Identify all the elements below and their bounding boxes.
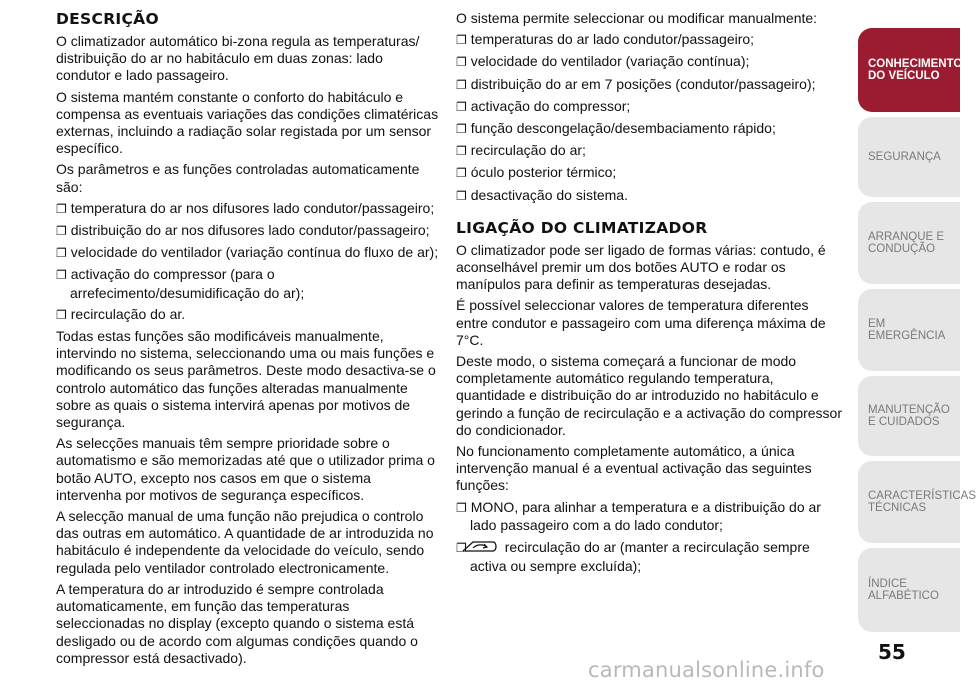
list-item	[456, 31, 842, 49]
list-item-text: velocidade do ventilador (variação contínua do fluxo de ar);	[70, 244, 439, 261]
recirculation-icon	[473, 538, 499, 558]
paragraph: O climatizador pode ser ligado de formas várias: contudo, é aconselhável premir um dos botões AUTO e rodar os manípulos para definir as temperaturas desejadas.	[456, 241, 826, 293]
list-item	[56, 266, 440, 301]
list-item	[456, 76, 842, 94]
list-item	[56, 200, 440, 218]
paragraph: Todas estas funções são modificáveis manualmente, intervindo no sistema, seleccionando uma ou mais funções e modificando os seus parâmetros. Deste modo desactiva-se o controlo automático das funções alteradas manualmente sobre as quais o sistema intervirá apenas por motivos de segurança.	[56, 328, 436, 431]
list-item	[56, 306, 440, 324]
list-item-text: recirculação do ar (manter a recirculação sempre activa ou sempre excluída);	[470, 538, 810, 575]
paragraph: O sistema permite seleccionar ou modificar manualmente:	[456, 10, 818, 26]
paragraph: Deste modo, o sistema começará a funcionar de modo completamente automático regulando temperatura, quantidade e distribuição do ar introduzido no habitáculo e gerindo a função de recirculação e a activação do compressor do condicionador.	[456, 353, 842, 438]
checkbox-bullet-icon: ❐	[56, 246, 67, 261]
tab-label: MANUTENÇÃO E CUIDADOS	[868, 403, 950, 428]
list-item-text: temperaturas do ar lado condutor/passageiro;	[470, 31, 755, 48]
list-item-text: velocidade do ventilador (variação contínua);	[470, 53, 750, 70]
list-item	[456, 187, 842, 205]
tab-indice-alfabetico[interactable]	[858, 548, 960, 632]
list-item-text: activação do compressor;	[470, 97, 631, 114]
tab-label: ÍNDICE ALFABÉTICO	[868, 577, 939, 602]
list-item-text: distribuição do ar em 7 posições (condutor/passageiro);	[470, 75, 816, 92]
checkbox-bullet-icon: ❐	[456, 55, 467, 70]
list-item-text: temperatura do ar nos difusores lado condutor/passageiro;	[70, 199, 435, 216]
paragraph: As selecções manuais têm sempre prioridade sobre o automatismo e são memorizadas até que o utilizador prima o botão AUTO, excepto nos casos em que o sistema intervenha por motivos de segurança específicos.	[56, 435, 435, 503]
chapter-sidebar	[858, 0, 976, 686]
checkbox-bullet-icon: ❐	[456, 33, 467, 48]
list-item-text: desactivação do sistema.	[470, 186, 628, 203]
tab-seguranca[interactable]	[858, 117, 960, 197]
list-item	[456, 164, 842, 182]
paragraph: No funcionamento completamente automático, a única intervenção manual é a eventual activação das seguintes funções:	[456, 443, 812, 494]
paragraph: O sistema mantém constante o conforto do habitáculo e compensa as eventuais variações das condições climatéricas externas, incluindo a radiação solar registada por um sensor específico.	[56, 88, 439, 157]
right-column	[456, 10, 842, 579]
checkbox-bullet-icon: ❐	[56, 268, 67, 283]
list-item	[456, 142, 842, 160]
checkbox-bullet-icon: ❐	[456, 99, 467, 114]
checkbox-bullet-icon: ❐	[456, 122, 467, 137]
list-item	[56, 222, 440, 240]
paragraph: A selecção manual de uma função não prejudica o controlo das outras em automático. A quantidade de ar introduzida no habitáculo é independente da velocidade do veículo, sendo regulada pelo ventilador controlado electronicamente.	[56, 508, 434, 576]
watermark: carmanualsonline.info	[588, 658, 825, 682]
paragraph: Os parâmetros e as funções controladas automaticamente são:	[56, 161, 420, 195]
checkbox-bullet-icon: ❐	[56, 307, 67, 322]
list-item-text: função descongelação/desembaciamento rápido;	[470, 120, 776, 137]
checkbox-bullet-icon: ❐	[456, 540, 467, 555]
tab-label: EM EMERGÊNCIA	[868, 317, 946, 342]
tab-label: CONHECIMENTO DO VEÍCULO	[868, 57, 963, 82]
list-item	[456, 120, 842, 138]
paragraph: O climatizador automático bi-zona regula as temperaturas/ distribuição do ar no habitáculo em duas zonas: lado condutor e lado passageiro.	[56, 33, 420, 84]
checkbox-bullet-icon: ❐	[56, 201, 67, 216]
list-item	[56, 244, 440, 262]
list-item-text: recirculação do ar;	[470, 142, 586, 159]
list-item-text: óculo posterior térmico;	[470, 164, 617, 181]
list-item-text: MONO, para alinhar a temperatura e a distribuição do ar lado passageiro com a do lado condutor;	[470, 498, 821, 533]
page-number: 55	[878, 640, 906, 664]
checkbox-bullet-icon: ❐	[456, 144, 467, 159]
section-heading-ligacao: LIGAÇÃO DO CLIMATIZADOR	[456, 218, 708, 237]
list-item-text: distribuição do ar nos difusores lado condutor/passageiro;	[70, 222, 430, 239]
list-item	[456, 53, 842, 71]
tab-manutencao-e-cuidados[interactable]	[858, 376, 960, 456]
tab-label: ARRANQUE E CONDUÇÃO	[868, 230, 945, 255]
list-item	[456, 538, 842, 575]
list-item	[456, 499, 842, 534]
checkbox-bullet-icon: ❐	[56, 224, 67, 239]
left-column	[56, 10, 440, 671]
list-item-text: activação do compressor (para o arrefecimento/desumidificação do ar);	[70, 266, 305, 301]
paragraph: A temperatura do ar introduzido é sempre controlada automaticamente, em função das temperaturas seleccionadas no display (excepto quando o sistema está desligado ou de acordo com algumas condições quando o compressor está desactivado).	[56, 580, 418, 666]
tab-arranque-e-conducao[interactable]	[858, 202, 960, 284]
checkbox-bullet-icon: ❐	[456, 188, 467, 203]
list-item-text: recirculação do ar.	[70, 305, 186, 322]
tab-conhecimento-do-veiculo[interactable]	[858, 28, 963, 112]
list-item	[456, 98, 842, 116]
checkbox-bullet-icon: ❐	[456, 77, 467, 92]
tab-caracteristicas-tecnicas[interactable]	[858, 461, 976, 543]
tab-label: SEGURANÇA	[868, 150, 941, 163]
paragraph: É possível seleccionar valores de temperatura diferentes entre condutor e passageiro com uma diferença máxima de 7°C.	[456, 297, 826, 348]
tab-label: CARACTERÍSTICAS TÉCNICAS	[868, 489, 976, 514]
checkbox-bullet-icon: ❐	[456, 166, 467, 181]
tab-em-emergencia[interactable]	[858, 289, 960, 371]
section-heading-descricao: DESCRIÇÃO	[56, 10, 159, 28]
checkbox-bullet-icon: ❐	[456, 500, 467, 515]
